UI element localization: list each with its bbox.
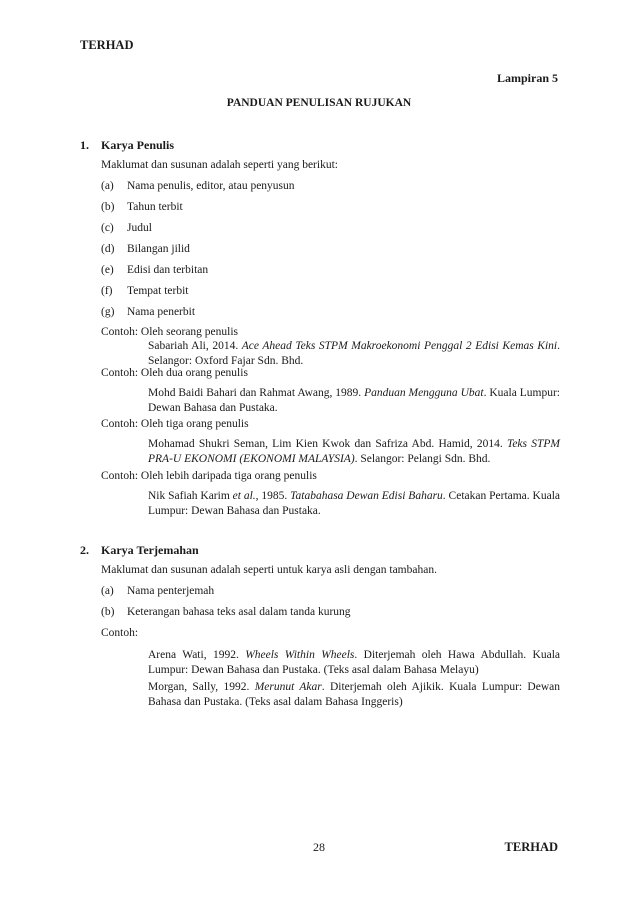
reference-entry: Mohd Baidi Bahari dan Rahmat Awang, 1989. Panduan Mengguna Ubat. Kuala Lumpur: Dewan Bahasa dan Pustaka. — [148, 387, 560, 414]
list-item: (d) Bilangan jilid — [101, 243, 190, 255]
list-item: (e) Edisi dan terbitan — [101, 264, 209, 276]
reference-entry: Nik Safiah Karim et al., 1985. Tatabahasa Dewan Edisi Baharu. Cetakan Pertama. Kuala Lumpur: Dewan Bahasa dan Pustaka. — [148, 490, 560, 517]
reference-entry: Morgan, Sally, 1992. Merunut Akar. Diterjemah oleh Ajikik. Kuala Lumpur: Dewan Bahasa dan Pustaka. (Teks asal dalam Bahasa Inggeris) — [148, 681, 560, 708]
section-1-intro: Maklumat dan susunan adalah seperti yang berikut: — [101, 159, 338, 171]
section-2-number: 2. — [80, 543, 89, 557]
list-item: (g) Nama penerbit — [101, 306, 196, 318]
example-caption: Contoh: Oleh seorang penulis — [101, 326, 239, 338]
list-item: (a) Nama penterjemah — [101, 585, 215, 597]
list-item: (a) Nama penulis, editor, atau penyusun — [101, 180, 295, 192]
list-item: (b) Keterangan bahasa teks asal dalam tanda kurung — [101, 606, 351, 618]
example-caption: Contoh: Oleh lebih daripada tiga orang penulis — [101, 470, 317, 482]
appendix-label: Lampiran 5 — [496, 71, 558, 85]
reference-entry: Sabariah Ali, 2014. Ace Ahead Teks STPM Makroekonomi Penggal 2 Edisi Kemas Kini. Selangor: Oxford Fajar Sdn. Bhd. — [148, 340, 560, 367]
section-1-number: 1. — [80, 138, 89, 152]
section-1-heading: Karya Penulis — [101, 138, 175, 152]
list-item: (f) Tempat terbit — [101, 285, 189, 297]
list-item: (b) Tahun terbit — [101, 201, 183, 213]
reference-entry: Mohamad Shukri Seman, Lim Kien Kwok dan Safriza Abd. Hamid, 2014. Teks STPM PRA-U EKONOMI (EKONOMI MALAYSIA). Selangor: Pelangi Sdn. Bhd. — [148, 438, 560, 465]
list-item: (c) Judul — [101, 222, 152, 234]
section-2-intro: Maklumat dan susunan adalah seperti untuk karya asli dengan tambahan. — [101, 564, 437, 576]
footer-classification: TERHAD — [504, 840, 558, 854]
reference-entry: Arena Wati, 1992. Wheels Within Wheels. Diterjemah oleh Hawa Abdullah. Kuala Lumpur: Dewan Bahasa dan Pustaka. (Teks asal dalam Bahasa Melayu) — [148, 649, 560, 676]
example-caption: Contoh: Oleh dua orang penulis — [101, 367, 248, 379]
header-classification: TERHAD — [80, 38, 134, 52]
page-number: 28 — [313, 840, 325, 854]
section-2-heading: Karya Terjemahan — [101, 543, 199, 557]
example-caption: Contoh: Oleh tiga orang penulis — [101, 418, 249, 430]
example-caption: Contoh: — [101, 627, 139, 639]
page-title: PANDUAN PENULISAN RUJUKAN — [226, 97, 412, 109]
